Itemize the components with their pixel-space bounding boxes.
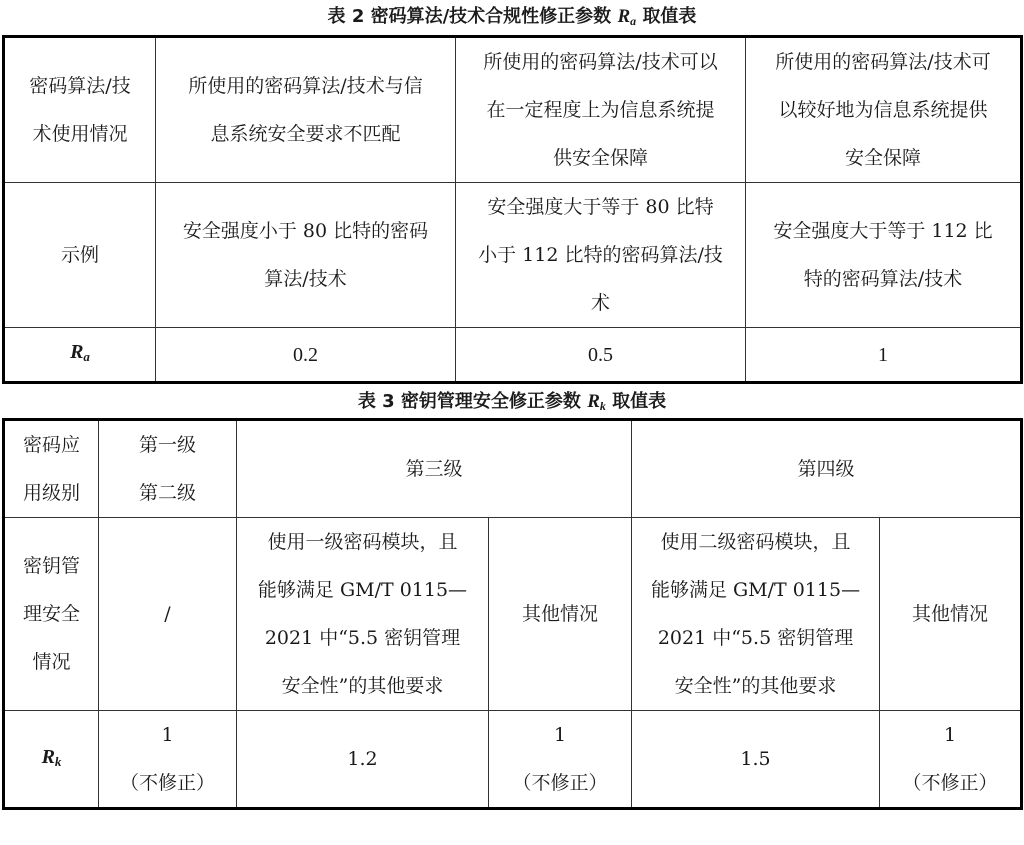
table3-status-4a: 使用二级密码模块，且 能够满足 GM/T 0115— 2021 中“5.5 密钥管理 安全性”的其他要求 [632, 518, 880, 711]
table2-example-partial: 安全强度大于等于 80 比特 小于 112 比特的密码算法/技 术 [456, 183, 746, 328]
table2-header-partial: 所使用的密码算法/技术可以 在一定程度上为信息系统提 供安全保障 [456, 37, 746, 183]
table3-rk-values [2, 418, 1023, 810]
table3-status-4b: 其他情况 [880, 518, 1022, 711]
table2-example-mismatch: 安全强度小于 80 比特的密码 算法/技术 [156, 183, 456, 328]
table-row [4, 183, 1022, 328]
table3-level-3: 第三级 [237, 420, 632, 518]
table-row [4, 328, 1022, 383]
table2-caption-prefix: 表 2 密码算法/技术合规性修正参数 [327, 6, 612, 27]
table3-value-4b: 1 （不修正） [880, 711, 1022, 809]
table3-status-3a: 使用一级密码模块，且 能够满足 GM/T 0115— 2021 中“5.5 密钥管理 安全性”的其他要求 [237, 518, 489, 711]
table2-example-label: 示例 [4, 183, 156, 328]
table3-value-1-2: 1 （不修正） [99, 711, 237, 809]
table3-rk-label: $R_k$ [4, 711, 99, 809]
table3-level-label: 密码应 用级别 [4, 420, 99, 518]
table3-value-3a: 1.2 [237, 711, 489, 809]
table2-value-good: 1 [746, 328, 1022, 383]
table-row [4, 420, 1022, 518]
table3-status-1-2: / [99, 518, 237, 711]
table2-caption [0, 4, 1024, 34]
table2-value-partial: 0.5 [456, 328, 746, 383]
table2-header-usage: 密码算法/技 术使用情况 [4, 37, 156, 183]
table2-header-mismatch: 所使用的密码算法/技术与信 息系统安全要求不匹配 [156, 37, 456, 183]
table-row [4, 711, 1022, 809]
table-row [4, 37, 1022, 183]
table2-caption-symbol: $R_a$ [617, 6, 637, 28]
table3-caption-symbol: $R_k$ [587, 391, 606, 413]
table2-example-good: 安全强度大于等于 112 比 特的密码算法/技术 [746, 183, 1022, 328]
table3-caption-prefix: 表 3 密钥管理安全修正参数 [357, 391, 581, 412]
table3-caption [0, 389, 1024, 419]
table2-caption-suffix: 取值表 [642, 6, 697, 27]
table-row [4, 518, 1022, 711]
table3-level-1-2: 第一级 第二级 [99, 420, 237, 518]
table3-value-4a: 1.5 [632, 711, 880, 809]
table3-value-3b: 1 （不修正） [489, 711, 632, 809]
table3-caption-suffix: 取值表 [612, 391, 667, 412]
table2-header-good: 所使用的密码算法/技术可 以较好地为信息系统提供 安全保障 [746, 37, 1022, 183]
table3-status-3b: 其他情况 [489, 518, 632, 711]
table2-ra-label: $R_a$ [4, 328, 156, 383]
table3-level-4: 第四级 [632, 420, 1022, 518]
table2-value-mismatch: 0.2 [156, 328, 456, 383]
table2-ra-values [2, 35, 1023, 384]
table3-status-label: 密钥管 理安全 情况 [4, 518, 99, 711]
